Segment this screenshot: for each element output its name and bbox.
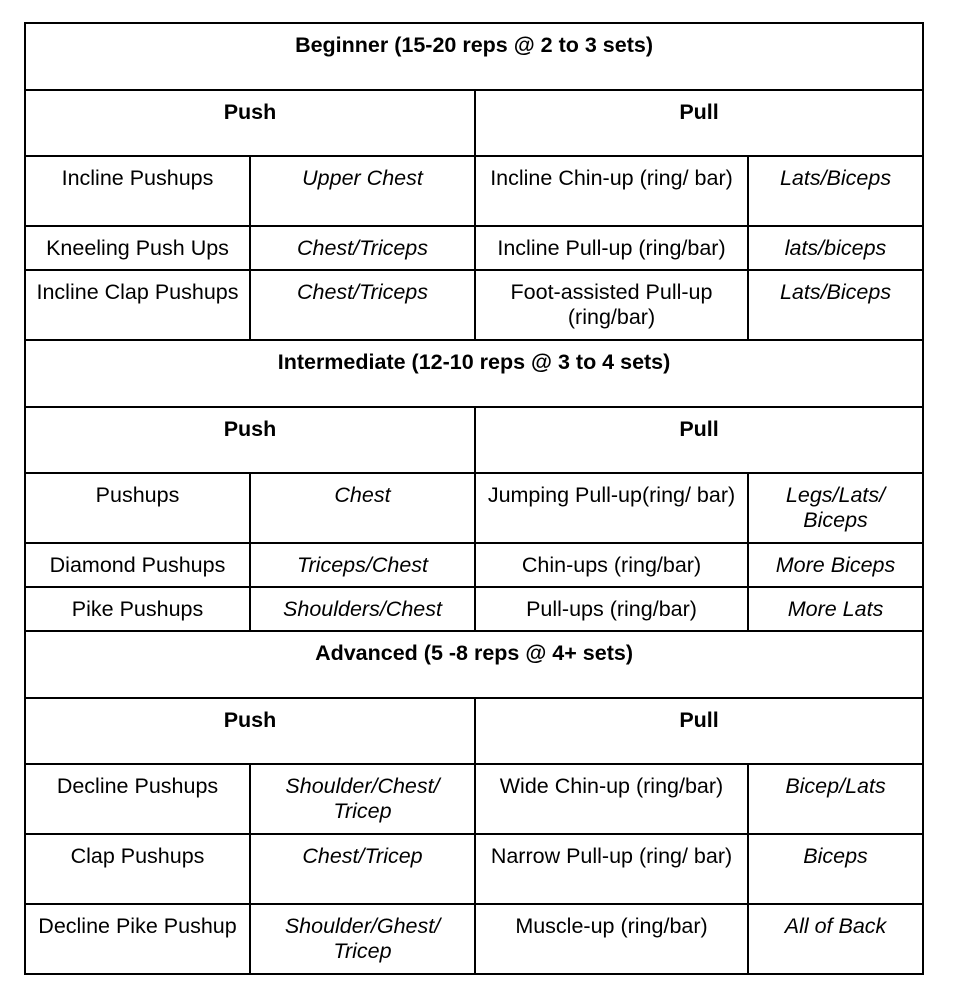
pull-header: Pull xyxy=(475,407,923,473)
table-row xyxy=(25,587,923,631)
pull-header: Pull xyxy=(475,90,923,156)
push-header: Push xyxy=(25,90,475,156)
push-muscle: Chest/Triceps xyxy=(250,270,475,340)
push-pull-header xyxy=(25,698,923,764)
push-exercise: Decline Pike Pushup xyxy=(25,904,250,974)
push-muscle: Upper Chest xyxy=(250,156,475,226)
push-muscle: Shoulder/Ghest/ Tricep xyxy=(250,904,475,974)
pull-exercise: Incline Pull-up (ring/bar) xyxy=(475,226,748,270)
push-exercise: Clap Pushups xyxy=(25,834,250,904)
pull-muscle: lats/biceps xyxy=(748,226,923,270)
pull-exercise: Narrow Pull-up (ring/ bar) xyxy=(475,834,748,904)
pull-exercise: Muscle-up (ring/bar) xyxy=(475,904,748,974)
table-row xyxy=(25,904,923,974)
pull-muscle: Lats/Biceps xyxy=(748,270,923,340)
pull-exercise: Chin-ups (ring/bar) xyxy=(475,543,748,587)
pull-muscle: Legs/Lats/ Biceps xyxy=(748,473,923,543)
push-muscle: Shoulder/Chest/ Tricep xyxy=(250,764,475,834)
push-muscle: Triceps/Chest xyxy=(250,543,475,587)
table-row xyxy=(25,473,923,543)
push-muscle: Chest xyxy=(250,473,475,543)
push-pull-header xyxy=(25,407,923,473)
level-title: Beginner (15-20 reps @ 2 to 3 sets) xyxy=(25,23,923,90)
push-muscle: Chest/Tricep xyxy=(250,834,475,904)
push-exercise: Diamond Pushups xyxy=(25,543,250,587)
push-exercise: Pike Pushups xyxy=(25,587,250,631)
level-row-beginner xyxy=(25,23,923,90)
table-row xyxy=(25,156,923,226)
pull-muscle: All of Back xyxy=(748,904,923,974)
level-title: Advanced (5 -8 reps @ 4+ sets) xyxy=(25,631,923,698)
level-row-intermediate xyxy=(25,340,923,407)
pull-exercise: Pull-ups (ring/bar) xyxy=(475,587,748,631)
pull-exercise: Foot-assisted Pull-up (ring/bar) xyxy=(475,270,748,340)
push-pull-header xyxy=(25,90,923,156)
table-row xyxy=(25,834,923,904)
push-exercise: Kneeling Push Ups xyxy=(25,226,250,270)
level-row-advanced xyxy=(25,631,923,698)
table-row xyxy=(25,226,923,270)
push-header: Push xyxy=(25,698,475,764)
pull-muscle: More Lats xyxy=(748,587,923,631)
table-row xyxy=(25,764,923,834)
push-muscle: Shoulders/Chest xyxy=(250,587,475,631)
push-exercise: Decline Pushups xyxy=(25,764,250,834)
table-row xyxy=(25,543,923,587)
pull-muscle: Bicep/Lats xyxy=(748,764,923,834)
pull-muscle: Biceps xyxy=(748,834,923,904)
pull-exercise: Wide Chin-up (ring/bar) xyxy=(475,764,748,834)
push-muscle: Chest/Triceps xyxy=(250,226,475,270)
pull-header: Pull xyxy=(475,698,923,764)
pull-exercise: Jumping Pull-up(ring/ bar) xyxy=(475,473,748,543)
push-exercise: Incline Pushups xyxy=(25,156,250,226)
push-header: Push xyxy=(25,407,475,473)
push-exercise: Pushups xyxy=(25,473,250,543)
pull-muscle: More Biceps xyxy=(748,543,923,587)
workout-table xyxy=(24,22,924,975)
push-exercise: Incline Clap Pushups xyxy=(25,270,250,340)
table-row xyxy=(25,270,923,340)
level-title: Intermediate (12-10 reps @ 3 to 4 sets) xyxy=(25,340,923,407)
pull-muscle: Lats/Biceps xyxy=(748,156,923,226)
pull-exercise: Incline Chin-up (ring/ bar) xyxy=(475,156,748,226)
